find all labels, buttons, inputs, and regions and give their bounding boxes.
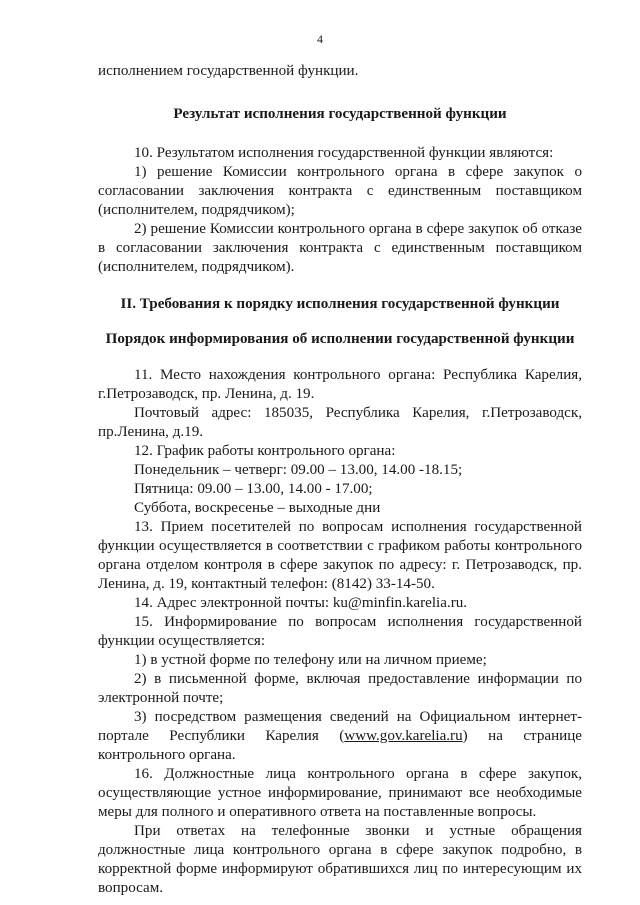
paragraph-12: 12. График работы контрольного органа: [134, 443, 396, 459]
paragraph-15: 15. Информирование по вопросам исполнения государственной функции осуществляется: [98, 614, 582, 649]
page-number: 4 [317, 32, 323, 46]
portal-link[interactable]: www.gov.karelia.ru [344, 728, 463, 744]
section-heading-informing: Порядок информирования об исполнении государственной функции [105, 331, 575, 347]
paragraph-16: 16. Должностные лица контрольного органа в сфере закупок, осуществляющие устное информирование, принимают все необходимые меры для полного и оперативного ответа на поставленные вопросы. [98, 766, 582, 820]
paragraph-15-item-3 [98, 708, 582, 765]
document-body [98, 62, 582, 898]
section-heading-requirements: II. Требования к порядку исполнения государственной функции [120, 296, 560, 312]
schedule-mon-thu: Понедельник – четверг: 09.00 – 13.00, 14.00 -18.15; [134, 462, 463, 478]
paragraph-10: 10. Результатом исполнения государственной функции являются: [134, 145, 554, 161]
section-heading-result: Результат исполнения государственной функции [173, 106, 507, 122]
schedule-weekend: Суббота, воскресенье – выходные дни [134, 500, 381, 516]
paragraph-14-email: 14. Адрес электронной почты: ku@minfin.karelia.ru. [134, 595, 468, 611]
paragraph-11-postal-address: Почтовый адрес: 185035, Республика Карелия, г.Петрозаводск, пр.Ленина, д.19. [98, 405, 582, 440]
paragraph-15-item-3-text: 3) посредством размещения сведений на Официальном интернет-портале Республики Карелия ( [98, 709, 582, 744]
paragraph-15-item-2: 2) в письменной форме, включая предоставление информации по электронной почте; [98, 671, 582, 706]
paragraph-15-item-3-tail: ) на странице контрольного органа. [98, 728, 583, 763]
paragraph-16-calls: При ответах на телефонные звонки и устные обращения должностные лица контрольного органа в сфере закупок подробно, в корректной форме информируют обратившихся лиц по интересующим их вопросам. [98, 823, 582, 896]
paragraph-10-item-1: 1) решение Комиссии контрольного органа в сфере закупок о согласовании заключения контракта с единственным поставщиком (исполнителем, подрядчиком); [98, 164, 582, 218]
paragraph-13: 13. Прием посетителей по вопросам исполнения государственной функции осуществляется в соответствии с графиком работы контрольного органа отделом контроля в сфере закупок по адресу: г. Петрозаводск, пр. Ленина, д. 19, контактный телефон: (8142) 33-14-50. [98, 519, 582, 592]
schedule-friday: Пятница: 09.00 – 13.00, 14.00 - 17.00; [134, 481, 373, 497]
paragraph-15-item-1: 1) в устной форме по телефону или на личном приеме; [134, 652, 487, 668]
paragraph-10-item-2: 2) решение Комиссии контрольного органа в сфере закупок об отказе в согласовании заключения контракта с единственным поставщиком (исполнителем, подрядчиком). [98, 221, 582, 275]
paragraph-continuation: исполнением государственной функции. [98, 63, 359, 79]
paragraph-11: 11. Место нахождения контрольного органа: Республика Карелия, г.Петрозаводск, пр. Ленина, д. 19. [98, 367, 582, 402]
